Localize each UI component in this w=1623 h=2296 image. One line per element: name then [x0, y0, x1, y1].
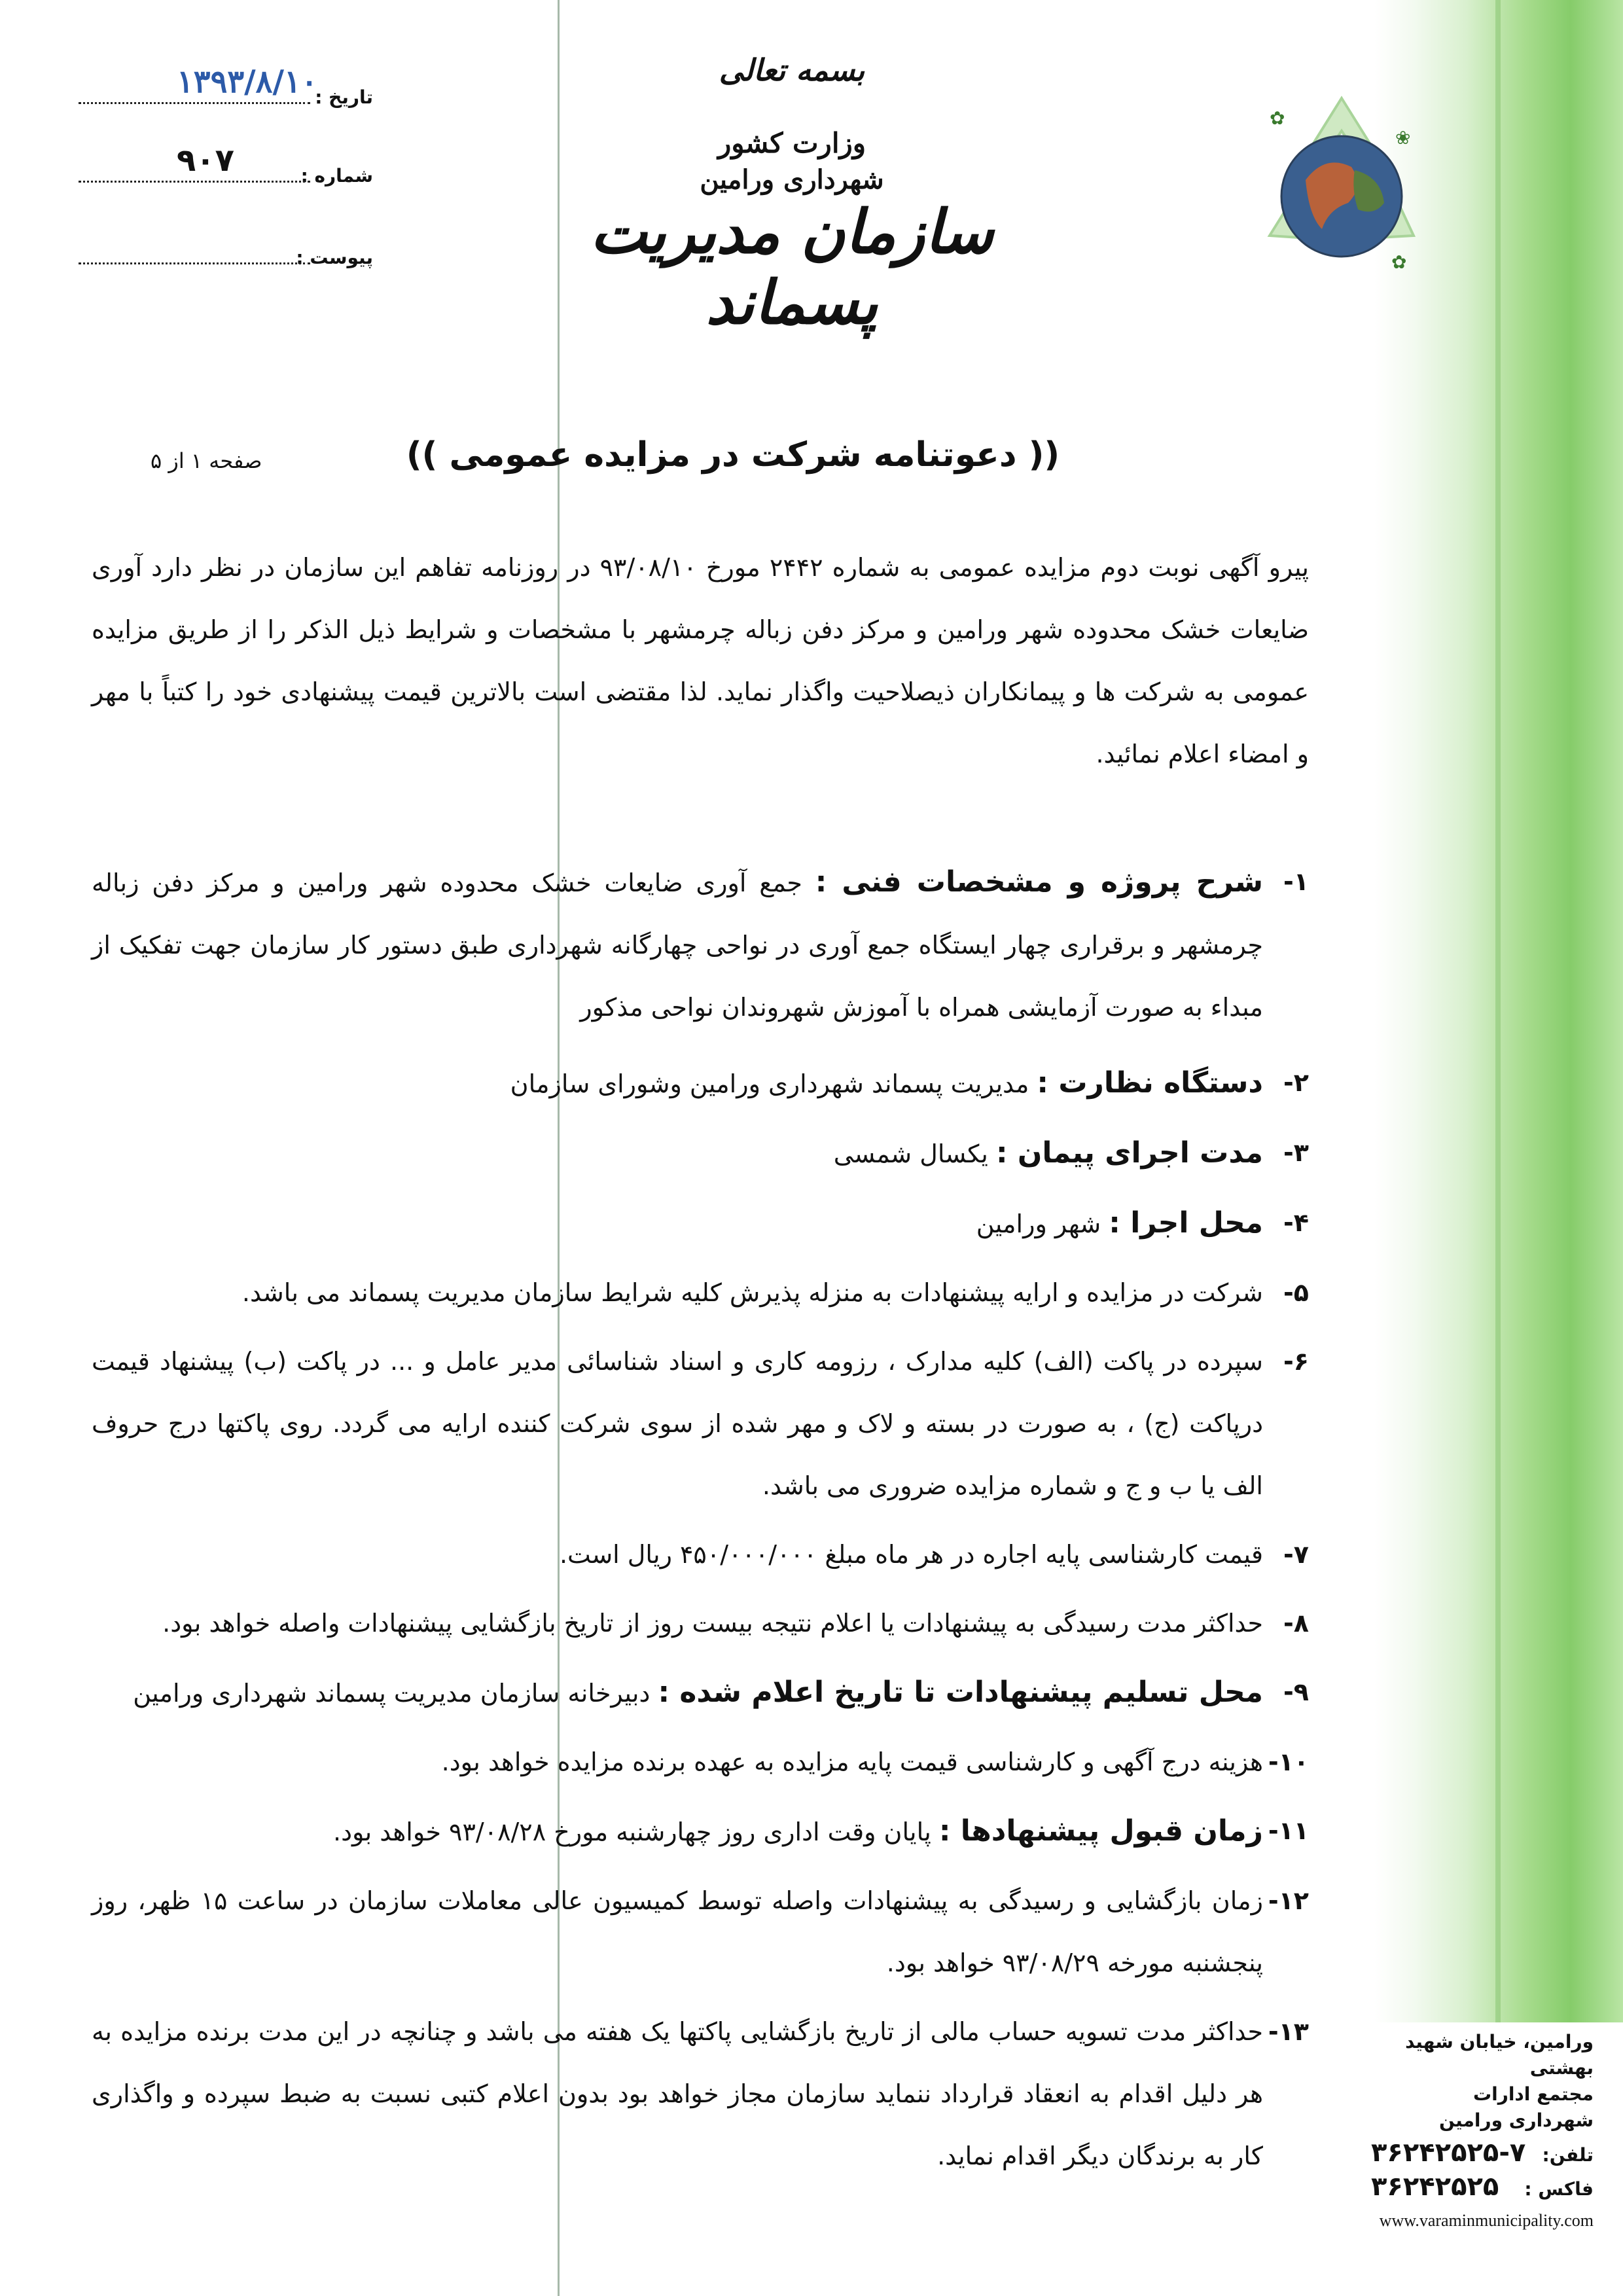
list-item	[92, 1870, 1309, 1994]
item-number: ۱۳-	[1268, 2017, 1309, 2046]
recycling-globe-logo-icon	[1243, 72, 1440, 321]
address-line-2: مجتمع ادارات	[1472, 2083, 1594, 2105]
list-item	[92, 1800, 1309, 1863]
conditions-list	[92, 851, 1309, 2187]
item-number: ۱۰-	[1268, 1748, 1309, 1776]
svg-text:✿: ✿	[1391, 251, 1407, 273]
item-text: شهر ورامین	[976, 1210, 1109, 1238]
item-number: ۷-	[1283, 1540, 1309, 1569]
item-number: ۳-	[1283, 1138, 1309, 1167]
item-label: مدت اجرای پیمان :	[995, 1136, 1263, 1170]
item-label: زمان قبول پیشنهادها :	[938, 1814, 1263, 1848]
item-number: ۹-	[1283, 1677, 1309, 1706]
bismillah: بسمه تعالی	[719, 52, 865, 88]
item-number: ۸-	[1283, 1609, 1309, 1638]
item-label: دستگاه نظارت :	[1037, 1066, 1263, 1100]
item-text: شرکت در مزایده و ارایه پیشنهادات به منزله پذیرش کلیه شرایط سازمان مدیریت پسماند می باشد.	[241, 1278, 1263, 1307]
municipality-name: شهرداری ورامین	[700, 164, 884, 195]
item-text: حداکثر مدت رسیدگی به پیشنهادات یا اعلام نتیجه بیست روز از تاریخ بازگشایی پیشنهادات واصله خواهد بود.	[162, 1609, 1263, 1638]
fax-line	[1371, 2172, 1594, 2202]
phone-label: تلفن:	[1542, 2144, 1594, 2166]
number-label: شماره :	[300, 165, 373, 187]
address-line-3: شهرداری ورامین	[1438, 2109, 1594, 2131]
date-field	[79, 63, 373, 108]
svg-text:✿: ✿	[1270, 107, 1285, 129]
number-field	[79, 142, 373, 187]
item-text: سپرده در پاکت (الف) کلیه مدارک ، رزومه کاری و اسناد شناسائی مدیر عامل و ... در پاکت (ب) پیشنهاد قیمت درپاکت (ج) ، به صورت در بسته و لاک و مهر شده از سوی شرکت کننده ارایه می گردد. روی پاکتها درج حروف الف یا ب و ج و شماره مزایده ضروری می باشد.	[92, 1347, 1263, 1500]
item-text: حداکثر مدت تسویه حساب مالی از تاریخ بازگشایی پاکتها یک هفته می باشد و چنانچه در این مدت برنده مزایده به هر دلیل اقدام به انعقاد قرارداد ننماید سازمان مجاز خواهد بود بدون اعلام کتبی نسبت به ضبط سپرده و واگذاری کار به برندگان دیگر اقدام نماید.	[92, 2017, 1263, 2170]
item-text: هزینه درج آگهی و کارشناسی قیمت پایه مزایده به عهده برنده مزایده خواهد بود.	[441, 1748, 1263, 1776]
item-label: محل اجرا :	[1109, 1206, 1263, 1240]
list-item	[92, 1731, 1309, 1793]
list-item	[92, 1192, 1309, 1255]
list-item	[92, 1524, 1309, 1586]
contact-footer	[1371, 2029, 1594, 2231]
item-number: ۱۲-	[1268, 1886, 1309, 1915]
list-item	[92, 851, 1309, 1039]
item-text: قیمت کارشناسی پایه اجاره در هر ماه مبلغ ۴۵۰/۰۰۰/۰۰۰ ریال است.	[559, 1540, 1263, 1569]
phone-line	[1371, 2138, 1594, 2168]
item-number: ۲-	[1283, 1068, 1309, 1097]
website-link[interactable]: www.varaminmunicipality.com	[1379, 2211, 1594, 2230]
date-value: ۱۳۹۳/۸/۱۰	[177, 63, 318, 100]
organization-name: سازمان مدیریت پسماند	[590, 196, 994, 338]
document-title: (( دعوتنامه شرکت در مزایده عمومی ))	[406, 435, 1060, 475]
item-number: ۶-	[1283, 1347, 1309, 1376]
item-number: ۱۱-	[1268, 1816, 1309, 1845]
item-text: جمع آوری ضایعات خشک محدوده شهر ورامین و مرکز دفن زباله چرمشهر و برقراری چهار ایستگاه جمع آوری در نواحی چهارگانه شهرداری طبق دستور کار سازمان جهت تفکیک از مبداء به صورت آزمایشی همراه با آموزش شهروندان نواحی مذکور	[92, 869, 1263, 1022]
phone-value: ۳۶۲۴۲۵۲۵-۷	[1371, 2138, 1526, 2168]
attachment-field	[79, 229, 373, 268]
list-item	[92, 1592, 1309, 1655]
item-text: زمان بازگشایی و رسیدگی به پیشنهادات واصله توسط کمیسیون عالی معاملات سازمان در ساعت ۱۵ ظهر، روز پنجشنبه مورخه ۹۳/۰۸/۲۹ خواهد بود.	[92, 1886, 1263, 1977]
letterhead	[563, 46, 1021, 338]
item-text: یکسال شمسی	[833, 1139, 996, 1168]
list-item	[92, 1122, 1309, 1185]
address-line-1: ورامین، خیابان شهید بهشتی	[1405, 2031, 1594, 2079]
number-value: ۹۰۷	[177, 142, 234, 179]
item-label: محل تسلیم پیشنهادات تا تاریخ اعلام شده :	[658, 1676, 1263, 1709]
ministry-name: وزارت کشور	[717, 127, 866, 159]
item-label: شرح پروژه و مشخصات فنی :	[815, 865, 1263, 899]
item-number: ۴-	[1283, 1208, 1309, 1237]
item-text: مدیریت پسماند شهرداری ورامین وشورای سازمان	[510, 1069, 1037, 1098]
list-item	[92, 1052, 1309, 1115]
item-text: دبیرخانه سازمان مدیریت پسماند شهرداری ورامین	[133, 1679, 658, 1708]
item-number: ۵-	[1283, 1278, 1309, 1307]
item-number: ۱-	[1283, 867, 1309, 896]
list-item	[92, 1262, 1309, 1324]
svg-text:❀: ❀	[1395, 127, 1411, 149]
page-number: صفحه ۱ از ۵	[151, 448, 262, 473]
item-text: پایان وقت اداری روز چهارشنبه مورخ ۹۳/۰۸/۲۸ خواهد بود.	[333, 1818, 939, 1846]
list-item	[92, 1331, 1309, 1517]
list-item	[92, 2001, 1309, 2187]
side-stripe	[1495, 0, 1501, 2296]
fax-label: فاکس :	[1524, 2178, 1594, 2200]
fax-value: ۳۶۲۴۲۵۲۵	[1371, 2172, 1499, 2202]
intro-paragraph: پیرو آگهی نوبت دوم مزایده عمومی به شماره ۲۴۴۲ مورخ ۹۳/۰۸/۱۰ در روزنامه تفاهم این سازمان در نظر دارد آوری ضایعات خشک محدوده شهر ورامین و مرکز دفن زباله چرمشهر با مشخصات و شرایط ذیل الذکر را از طریق مزایده عمومی به شرکت ها و پیمانکاران ذیصلاحیت واگذار نماید. لذا مقتضی است بالاترین قیمت پیشنهادی خود را کتباً با مهر و امضاء اعلام نمائید.	[92, 553, 1309, 768]
date-label: تاریخ :	[315, 86, 373, 108]
list-item	[92, 1661, 1309, 1725]
attachment-label: پیوست :	[296, 247, 373, 268]
